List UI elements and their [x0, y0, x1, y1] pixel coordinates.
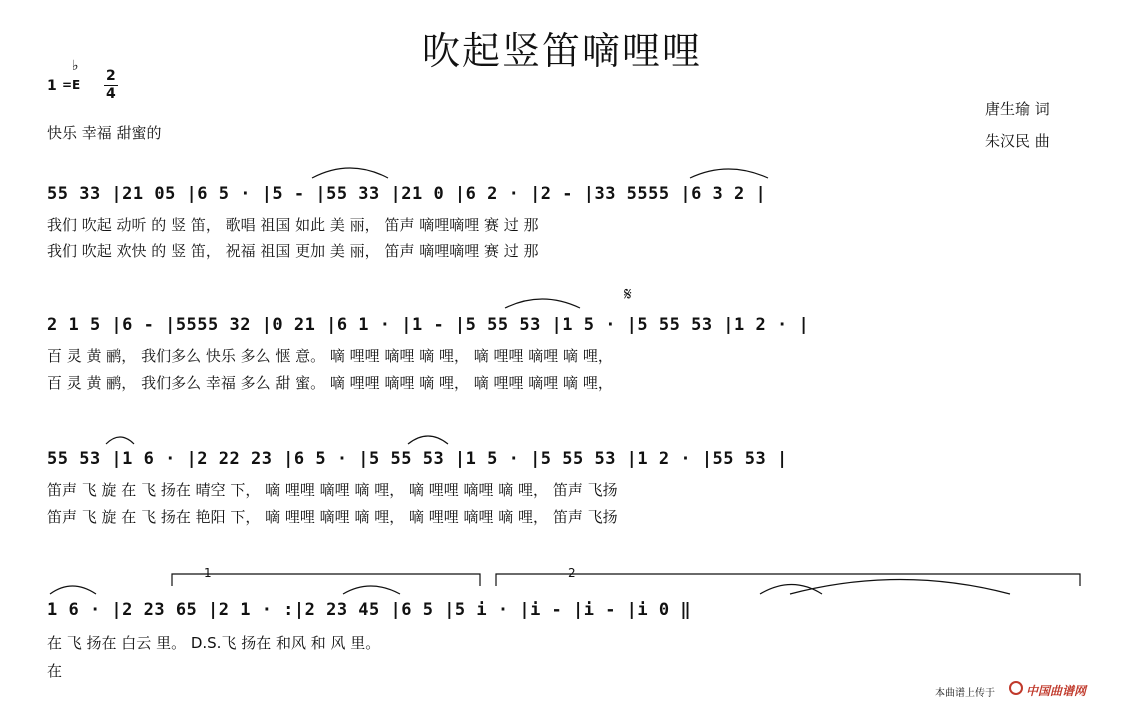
notation-line-4: 1 6 · |2 23 65 |2 1 · :|2 23 45 |6 5 |5 i · |i - |i - |i 0 ‖ — [47, 600, 692, 620]
slur — [106, 437, 134, 444]
site-logo-icon — [1008, 680, 1024, 696]
ending-2-label: 2 — [568, 566, 576, 580]
time-bottom: 4 — [106, 86, 116, 102]
slur — [408, 436, 448, 444]
notation-line-1: 55 33 |21 05 |6 5 · |5 - |55 33 |21 0 |6 2 · |2 - |33 5555 |6 3 2 | — [47, 184, 767, 204]
slur — [312, 168, 388, 178]
lyric-line-1-verse-1: 我们 吹起 动听 的 竖 笛， 歌唱 祖国 如此 美 丽， 笛声 嘀哩嘀哩 赛 过 那 — [47, 216, 539, 234]
time-top: 2 — [106, 68, 116, 84]
lyric-line-4-verse-1: 在 飞 扬在 白云 里。 D.S.飞 扬在 和风 和 风 里。 — [47, 634, 381, 652]
lyric-line-2-verse-1: 百 灵 黄 鹂， 我们多么 快乐 多么 惬 意。 嘀 哩哩 嘀哩 嘀 哩， 嘀 哩哩 嘀哩 嘀 哩， — [47, 347, 613, 365]
ending-bracket-1 — [172, 574, 480, 586]
notation-line-3: 55 53 |1 6 · |2 22 23 |6 5 · |5 55 53 |1 5 · |5 55 53 |1 2 · |55 53 | — [47, 449, 788, 469]
flat-sign: ♭ — [72, 58, 79, 74]
lyric-line-4-verse-2: 在 — [47, 662, 63, 680]
slur — [790, 580, 1010, 595]
slur — [690, 169, 768, 178]
slur — [343, 586, 400, 594]
ending-1-label: 1 — [204, 566, 212, 580]
slur — [760, 585, 822, 595]
key-equals: =E — [62, 78, 81, 92]
lyric-line-1-verse-2: 我们 吹起 欢快 的 竖 笛， 祝福 祖国 更加 美 丽， 笛声 嘀哩嘀哩 赛 过 那 — [47, 242, 539, 260]
footer-uploaded: 本曲谱上传于 — [935, 688, 995, 699]
lyric-line-3-verse-2: 笛声 飞 旋 在 飞 扬在 艳阳 下， 嘀 哩哩 嘀哩 嘀 哩， 嘀 哩哩 嘀哩 嘀 哩， 笛声 飞扬 — [47, 508, 618, 526]
song-title: 吹起竖笛嘀哩哩 — [421, 29, 702, 73]
lyric-line-3-verse-1: 笛声 飞 旋 在 飞 扬在 晴空 下， 嘀 哩哩 嘀哩 嘀 哩， 嘀 哩哩 嘀哩 嘀 哩， 笛声 飞扬 — [47, 481, 618, 499]
key-do: 1 — [47, 78, 57, 94]
lyric-line-2-verse-2: 百 灵 黄 鹂， 我们多么 幸福 多么 甜 蜜。 嘀 哩哩 嘀哩 嘀 哩， 嘀 哩哩 嘀哩 嘀 哩， — [47, 374, 613, 392]
segno-sign: 𝄋 — [624, 284, 632, 305]
slur — [50, 586, 96, 594]
composer: 朱汉民 曲 — [985, 132, 1050, 150]
tempo-marking: 快乐 幸福 甜蜜的 — [47, 124, 162, 142]
slur — [505, 299, 580, 308]
footer-site-name[interactable]: 中国曲谱网 — [1026, 684, 1087, 698]
lyricist: 唐生瑜 词 — [985, 100, 1050, 118]
notation-line-2: 2 1 5 |6 - |5555 32 |0 21 |6 1 · |1 - |5 55 53 |1 5 · |5 55 53 |1 2 · | — [47, 315, 810, 335]
